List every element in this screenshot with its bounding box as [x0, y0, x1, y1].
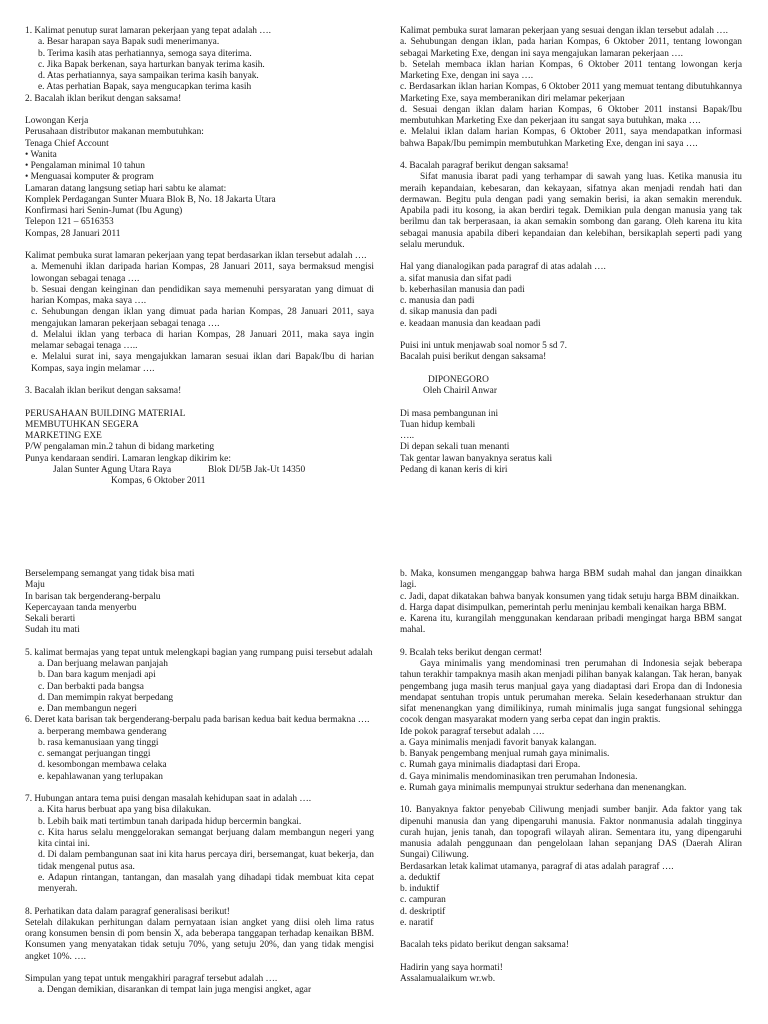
job-advert-2 — [25, 409, 374, 488]
option: d. Harga dapat disimpulkan, pemerintah perlu meninjau kembali kenaikan harga BBM. — [400, 602, 727, 613]
poem-line: Di masa pembangunan ini — [400, 408, 499, 419]
poem-intro: Puisi ini untuk menjawab soal nomor 5 sd 7. — [400, 341, 567, 351]
option: e. Adapun rintangan, tantangan, dan masalah yang dihadapi tidak membuat kita cepat menyerah. — [38, 872, 374, 894]
column-2 — [400, 26, 742, 476]
poem-line: Pedang di kanan keris di kiri — [400, 464, 508, 475]
poem-line: Maju — [25, 580, 45, 591]
option: e. keadaan manusia dan keadaan padi — [400, 318, 541, 329]
question-5-options — [25, 659, 374, 715]
column-4 — [400, 569, 742, 985]
option: e. Rumah gaya minimalis mempunyai struktur sederhana dan menenangkan. — [400, 782, 687, 793]
option: b. Maka, konsumen menganggap bahwa harga BBM sudah mahal dan jangan dinaikkan lagi. — [400, 569, 742, 591]
question-4-stem: Hal yang dianalogikan pada paragraf di atas adalah …. — [400, 262, 606, 273]
advert-line: MARKETING EXE — [25, 431, 102, 441]
advert-line: Komplek Perdagangan Sunter Muara Blok B, No. 18 Jakarta Utara — [25, 194, 276, 205]
option: a. Gaya minimalis menjadi favorit banyak kalangan. — [400, 737, 597, 748]
question-10-stem: Berdasarkan letak kalimat utamanya, paragraf di atas adalah paragraf …. — [400, 861, 674, 872]
question-8-paragraph: Setelah dilakukan perhitungan dalam pernyataan isian angket yang diisi oleh lima ratus orang konsumen bensin di pom bensin X, ada beberapa tanggapan terhadap kenaikan BBM. Konsumen yang menyatakan tidak setuju 70%, yang setuju 20%, dan yang tidak mengisi angket 10%. …. — [25, 917, 374, 962]
advert-line: Telepon 121 – 6516353 — [25, 217, 114, 228]
option: c. semangat perjuangan tinggi — [38, 749, 151, 759]
poem-intro: Bacalah puisi berikut dengan saksama! — [400, 352, 547, 363]
option: b. rasa kemanusiaan yang tinggi — [38, 737, 159, 748]
option: e. Karena itu, kurangilah menggunakan kendaraan pribadi mengingat harga BBM sangat mahal. — [400, 614, 742, 636]
option: d. Di dalam pembangunan saat ini kita harus percaya diri, bersemangat, kuat bekerja, dan tidak mengenal putus asa. — [38, 850, 374, 872]
advert-line: PERUSAHAAN BUILDING MATERIAL — [25, 408, 186, 419]
option: d. Gaya minimalis mendominasikan tren perumahan Indonesia. — [400, 771, 638, 782]
advert-street: Jalan Sunter Agung Utara Raya — [53, 464, 172, 475]
advert-line: P/W pengalaman min.2 tahun di bidang marketing — [25, 442, 215, 453]
question-9: 9. Bcalah teks berikut dengan cermat! — [400, 647, 543, 658]
advert-line: Tenaga Chief Account — [25, 138, 109, 149]
option: b. induktif — [400, 884, 440, 894]
option: d. kesombongan membawa celaka — [38, 760, 167, 771]
poem-line: In barisan tak bergenderang-berpalu — [25, 591, 161, 602]
option: c. Jika Bapak berkenan, saya harturkan banyak terima kasih. — [38, 59, 265, 70]
advert-address — [25, 465, 374, 476]
poem-line: Sudah itu mati — [25, 625, 80, 636]
advert-line: Punya kendaraan sendiri. Lamaran lengkap dikirim ke: — [25, 453, 231, 464]
option: d. Melalui iklan yang terbaca di harian Kompas, 28 Januari 2011, maka saya ingin melamar sebagai tenaga ….. — [31, 329, 374, 351]
advert-line: Lamaran datang langsung setiap hari sabtu ke alamat: — [25, 183, 227, 194]
option: e. naratif — [400, 917, 434, 928]
option: e. Melalui iklan dalam harian Kompas, 6 Oktober 2011, saya mendapatkan informasi bahwa Bapak/Ibu pemimpin membutuhkan Marketing Exe, dengan ini saya …. — [400, 127, 742, 149]
poem-line: Di depan sekali tuan menanti — [400, 442, 510, 453]
poem-line: Kepercayaan tanda menyerbu — [25, 602, 137, 613]
option: a. Dan berjuang melawan panjajah — [38, 659, 168, 669]
poem-line: Tak gentar lawan banyaknya seratus kali — [400, 453, 553, 464]
option: c. Berdasarkan iklan harian Kompas, 6 Oktober 2011 yang memuat tentang dibutuhkannya Marketing Exe, saya memberanikan diri melamar pekerjaan — [400, 82, 742, 104]
question-10-options — [400, 873, 742, 929]
option: e. kepahlawanan yang terlupakan — [38, 771, 163, 782]
question-9-options — [400, 738, 742, 794]
question-5: 5. kalimat bermajas yang tepat untuk melengkapi bagian yang rumpang puisi tersebut adalah — [25, 647, 373, 658]
option: a. Sehubungan dengan iklan, pada harian Kompas, 6 Oktober 2011, tentang lowongan sebagai Marketing Exe, dengan ini saya mengajukan lamaran pekerjaan …. — [400, 37, 742, 59]
question-8-options — [400, 569, 742, 637]
question-3-stem: Kalimat pembuka surat lamaran pekerjaan yang sesuai dengan iklan tersebut adalah …. — [400, 26, 729, 36]
advert-line: Perusahaan distributor makanan membutuhkan: — [25, 127, 204, 138]
question-3-options — [400, 37, 742, 150]
question-8-stem: Simpulan yang tepat untuk mengakhiri paragraf tersebut adalah …. — [25, 974, 278, 984]
poem-line: Sekali berarti — [25, 614, 76, 624]
question-6-options — [25, 727, 374, 783]
poem-stanza — [25, 569, 374, 637]
question-2-options — [25, 262, 374, 375]
advert-date: Kompas, 6 Oktober 2011 — [111, 476, 206, 486]
question-2-stem: Kalimat pembuka surat lamaran pekerjaan yang tepat berdasarkan iklan tersebut adalah …. — [25, 251, 367, 261]
advert-block: Blok DI/5B Jak-Ut 14350 — [208, 464, 306, 475]
option: c. Kita harus selalu menggelorakan semangat berjuang dalam membangun negeri yang kita cintai ini. — [38, 827, 374, 849]
job-advert-1 — [25, 116, 374, 240]
option: a. Besar harapan saya Bapak sudi menerimanya. — [38, 37, 220, 48]
question-6: 6. Deret kata barisan tak bergenderang-berpalu pada barisan kedua bait kedua bermakna …. — [25, 715, 370, 726]
poem-author: Oleh Chairil Anwar — [423, 386, 497, 396]
option: b. Banyak pengembang menjual rumah gaya minimalis. — [400, 749, 610, 759]
option: b. keberhasilan manusia dan padi — [400, 284, 525, 295]
option: e. Melalui surat ini, saya mengajukkan lamaran sesuai iklan dari Bapak/Ibu di harian Kompas, saya ingin melamar …. — [31, 352, 374, 374]
advert-line: • Wanita — [25, 149, 57, 160]
question-8: 8. Perhatikan data dalam paragraf generalisasi berikut! — [25, 906, 230, 917]
option: b. Lebih baik mati tertimbun tanah daripada hidup bercermin bangkai. — [38, 816, 302, 827]
option: c. Jadi, dapat dikatakan bahwa banyak konsumen yang tidak setuju harga BBM dinaikkan. — [400, 591, 740, 602]
option: a. berperang membawa genderang — [38, 726, 167, 737]
option: a. deduktif — [400, 872, 441, 883]
option: c. Dan berbakti pada bangsa — [38, 681, 144, 692]
question-7-options — [25, 805, 374, 895]
option: d. Dan memimpin rakyat berpedang — [38, 692, 174, 703]
poem-line: ….. — [400, 431, 415, 441]
option: d. Atas perhatiannya, saya sampaikan terima kasih banyak. — [38, 71, 259, 81]
question-10-paragraph: 10. Banyaknya faktor penyebab Ciliwung menjadi sumber banjir. Ada faktor yang tak dipenuhi manusia dan yang dipengaruhi manusia. Faktor nonmanusia adalah tingginya curah hujan, jenis tanah, dan topografi wilayah aliran. Sementara itu, yang dipengaruhi manusia adalah penggunaan dan pengelolaan lahan sepanjang DAS (Daerah Aliran Sungai) Ciliwung. — [400, 805, 742, 861]
option: c. Rumah gaya minimalis diadaptasi dari Eropa. — [400, 760, 581, 771]
question-1: 1. Kalimat penutup surat lamaran pekerjaan yang tepat adalah …. — [25, 26, 271, 36]
speech-line: Hadirin yang saya hormati! — [400, 962, 503, 973]
option: c. Sehubungan dengan iklan yang dimuat pada harian Kompas, 28 Januari 2011, saya mengajukan lamaran pekerjaan sebagai tenaga …. — [31, 307, 374, 329]
question-9-stem: Ide pokok paragraf tersebut adalah …. — [400, 726, 545, 737]
column-3 — [25, 569, 374, 997]
option: c. campuran — [400, 895, 446, 906]
question-7: 7. Hubungan antara tema puisi dengan masalah kehidupan saat in adalah …. — [25, 794, 312, 804]
option: e. Atas perhatian Bapak, saya mengucapkan terima kasih — [38, 82, 252, 93]
question-4-options — [400, 274, 742, 330]
option: a. Dengan demikian, disarankan di tempat lain juga mengisi angket, agar — [38, 985, 312, 996]
option: b. Sesuai dengan keinginan dan pendidikan saya memenuhi persyaratan yang dimuat di harian Kompas, maka saya …. — [31, 284, 374, 306]
question-2: 2. Bacalah iklan berikut dengan saksama! — [25, 93, 182, 104]
question-11: Bacalah teks pidato berikut dengan saksama! — [400, 940, 569, 951]
speech-line: Assalamualaikum wr.wb. — [400, 974, 496, 984]
option: a. Memenuhi iklan daripada harian Kompas, 28 Januari 2011, saya bermaksud mengisi lowongan sebagai tenaga …. — [31, 262, 374, 284]
advert-line: Lowongan Kerja — [25, 116, 89, 126]
option: b. Dan bara kagum menjadi api — [38, 670, 156, 681]
question-1-options — [25, 37, 374, 93]
question-4: 4. Bacalah paragraf berikut dengan saksama! — [400, 161, 569, 171]
poem-line: Berselempang semangat yang tidak bisa mati — [25, 569, 195, 579]
option: d. deskriptif — [400, 906, 446, 917]
advert-line: • Pengalaman minimal 10 tahun — [25, 161, 145, 171]
option: b. Terima kasih atas perhatiannya, semoga saya diterima. — [38, 48, 252, 59]
option: d. sikap manusia dan padi — [400, 307, 498, 318]
advert-line: Kompas, 28 Januari 2011 — [25, 228, 121, 239]
poem-line: Tuan hidup kembali — [400, 419, 476, 430]
option: d. Sesuai dengan iklan dalam harian Kompas, 6 Oktober 2011 instansi Bapak/Ibu membutuhkan Marketing Exe dan pekerjaan itu sangat saya butuhkan, maka …. — [400, 104, 742, 126]
advert-line: • Menguasai komputer & program — [25, 172, 154, 183]
column-1 — [25, 26, 374, 487]
question-4-paragraph: Sifat manusia ibarat padi yang terhampar di sawah yang luas. Ketika manusia itu meraih kepandaian, kebesaran, dan kekayaan, sifatnya akan menjadi rendah hati dan dermawan. Begitu pula dengan padi yang semakin berisi, ia akan semakin merenduk. Apabila padi itu kosong, ia akan berdiri tegak. Demikian pula dengan manusia yang tak berilmu dan tak berperasaan, ia akan semakin sombong dan garang. Oleh karena itu kita sebagai manusia apabila diberi kepandaian dan kelebihan, bersikaplah seperti padi yang selalu merunduk. — [400, 172, 742, 250]
option: a. sifat manusia dan sifat padi — [400, 273, 512, 284]
advert-line: Konfirmasi hari Senin-Jumat (Ibu Agung) — [25, 206, 183, 216]
poem-stanza — [400, 409, 742, 477]
option: c. manusia dan padi — [400, 296, 475, 306]
option: b. Setelah membaca iklan harian Kompas, 6 Oktober 2011 tentang lowongan kerja Marketing Exe, dengan ini saya …. — [400, 59, 742, 81]
option: e. Dan membangun negeri — [38, 704, 137, 714]
question-3: 3. Bacalah iklan berikut dengan saksama! — [25, 386, 182, 396]
option: a. Kita harus berbuat apa yang bisa dilakukan. — [38, 805, 212, 816]
advert-line: MEMBUTUHKAN SEGERA — [25, 419, 139, 430]
poem-title: DIPONEGORO — [428, 374, 489, 385]
question-9-paragraph: Gaya minimalis yang mendominasi tren perumahan di Indonesia sejak beberapa tahun terakhir tampaknya masih akan menjadi pilihan banyak kalangan. Tak heran, banyak pengembang juga masih terus manjual gaya yang diadaptasi dari Eropa dan di Indonesia mendapat sentuhan tropis untuk perumahan mereka. Selain kesederhanaan struktur dan sifat menenangkan yang dimilikinya, rumah minimalis juga sangat fungsional sehingga cocok dengan masyarakat modern yang serba cepat dan ingin praktis. — [400, 659, 742, 726]
